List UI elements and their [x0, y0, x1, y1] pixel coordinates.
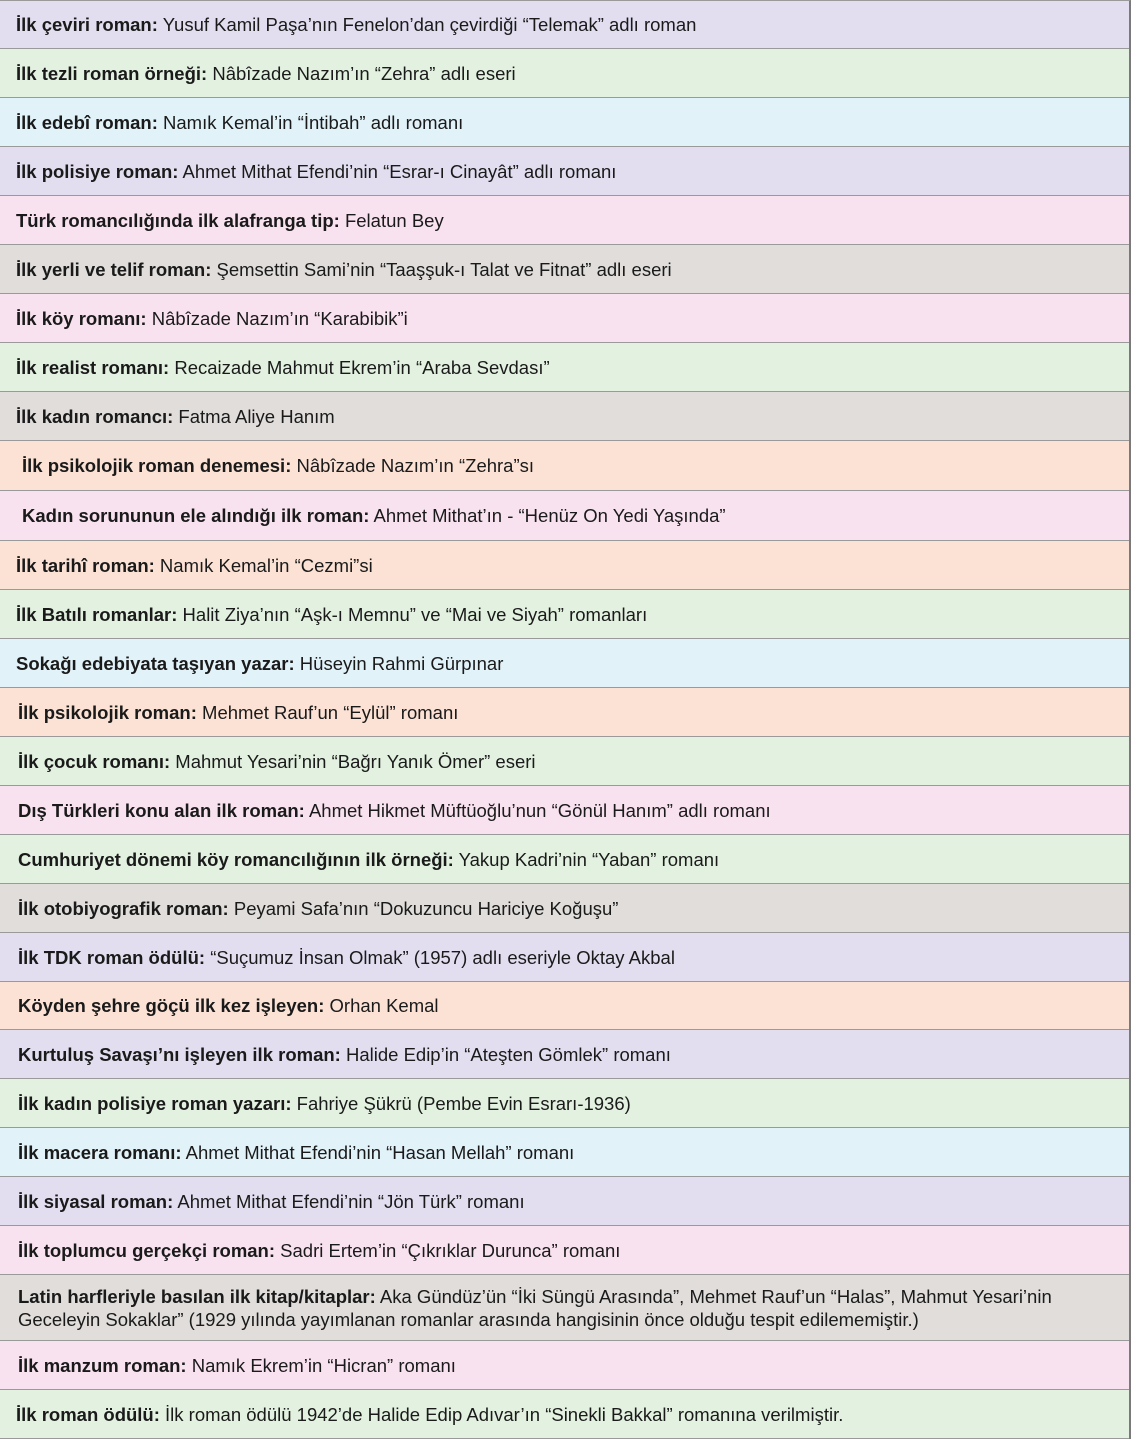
row-text: Nâbîzade Nazım’ın “Karabibik”i: [146, 307, 408, 329]
table-row: [0, 541, 1129, 590]
row-text: Nâbîzade Nazım’ın “Zehra” adlı eseri: [207, 62, 516, 84]
table-row: [0, 1341, 1129, 1390]
row-label: İlk tarihî roman:: [16, 554, 155, 576]
table-row: [0, 196, 1129, 245]
row-text: Ahmet Mithat Efendi’nin “Jön Türk” romanı: [173, 1190, 525, 1212]
table-row: [0, 639, 1129, 688]
row-label: İlk psikolojik roman:: [18, 701, 197, 723]
table-row: [0, 1030, 1129, 1079]
table-row: [0, 1177, 1129, 1226]
table-row: [0, 1275, 1129, 1341]
row-label: İlk çocuk romanı:: [18, 750, 171, 772]
table-row: [0, 884, 1129, 933]
row-label: Sokağı edebiyata taşıyan yazar:: [16, 652, 295, 674]
row-label: İlk kadın romancı:: [16, 405, 174, 427]
row-text: Ahmet Mithat Efendi’nin “Esrar-ı Cinayât” adlı romanı: [178, 160, 617, 182]
row-text: Namık Kemal’in “Cezmi”si: [154, 554, 373, 576]
row-text: Mehmet Rauf’un “Eylül” romanı: [196, 701, 459, 723]
row-text: Ahmet Mithat’ın - “Henüz On Yedi Yaşında”: [369, 505, 726, 526]
row-label: İlk roman ödülü:: [16, 1403, 160, 1425]
table-row: [0, 835, 1129, 884]
row-label: Türk romancılığında ilk alafranga tip:: [16, 209, 340, 231]
table-row: [0, 245, 1129, 294]
row-label: İlk manzum roman:: [18, 1354, 187, 1376]
row-label: Cumhuriyet dönemi köy romancılığının ilk örneği:: [18, 848, 454, 870]
table-row: [0, 1390, 1129, 1439]
row-label: Latin harfleriyle basılan ilk kitap/kitaplar:: [18, 1285, 376, 1307]
row-label: İlk tezli roman örneği:: [16, 62, 208, 84]
row-text: Fatma Aliye Hanım: [173, 405, 335, 427]
row-label: İlk Batılı romanlar:: [16, 603, 178, 625]
row-label: İlk macera romanı:: [18, 1141, 182, 1163]
table-row: [0, 688, 1129, 737]
table-row: [0, 1, 1129, 49]
table-row: [0, 491, 1129, 541]
table-row: [0, 98, 1129, 147]
table-row: [0, 1079, 1129, 1128]
row-text: Fahriye Şükrü (Pembe Evin Esrarı-1936): [291, 1092, 631, 1114]
table-row: [0, 786, 1129, 835]
row-text: Ahmet Hikmet Müftüoğlu’nun “Gönül Hanım” adlı romanı: [304, 799, 771, 821]
table-row: [0, 982, 1129, 1030]
row-label: İlk polisiye roman:: [16, 160, 179, 182]
table-row: [0, 294, 1129, 343]
row-text: Namık Ekrem’in “Hicran” romanı: [186, 1354, 456, 1376]
row-text: Recaizade Mahmut Ekrem’in “Araba Sevdası”: [169, 356, 550, 378]
table-row: [0, 1226, 1129, 1275]
row-text: İlk roman ödülü 1942’de Halide Edip Adıvar’ın “Sinekli Bakkal” romanına verilmiştir.: [159, 1403, 844, 1425]
row-label: Kadın sorununun ele alındığı ilk roman:: [22, 505, 370, 526]
row-text: Yakup Kadri’nin “Yaban” romanı: [453, 848, 720, 870]
row-text: Ahmet Mithat Efendi’nin “Hasan Mellah” romanı: [181, 1141, 575, 1163]
row-text: Şemsettin Sami’nin “Taaşşuk-ı Talat ve Fitnat” adlı eseri: [211, 258, 672, 280]
table-row: [0, 147, 1129, 196]
row-label: İlk kadın polisiye roman yazarı:: [18, 1092, 292, 1114]
row-text: Hüseyin Rahmi Gürpınar: [294, 652, 504, 674]
row-label: İlk edebî roman:: [16, 111, 158, 133]
row-text: “Suçumuz İnsan Olmak” (1957) adlı eseriyle Oktay Akbal: [205, 946, 675, 968]
table-row: [0, 343, 1129, 392]
row-text: Namık Kemal’in “İntibah” adlı romanı: [157, 111, 464, 133]
row-text: Felatun Bey: [339, 209, 444, 231]
row-text: Peyami Safa’nın “Dokuzuncu Hariciye Koğuşu”: [228, 897, 619, 919]
row-label: Kurtuluş Savaşı’nı işleyen ilk roman:: [18, 1043, 341, 1065]
row-text: Nâbîzade Nazım’ın “Zehra”sı: [291, 455, 535, 476]
table-row: [0, 737, 1129, 786]
row-text: Halide Edip’in “Ateşten Gömlek” romanı: [340, 1043, 671, 1065]
table-row: [0, 392, 1129, 441]
row-label: İlk köy romanı:: [16, 307, 147, 329]
row-text: Halit Ziya’nın “Aşk-ı Memnu” ve “Mai ve Siyah” romanları: [177, 603, 648, 625]
row-label: İlk TDK roman ödülü:: [18, 946, 206, 968]
row-label: İlk psikolojik roman denemesi:: [22, 455, 292, 476]
row-text: Sadri Ertem’in “Çıkrıklar Durunca” romanı: [275, 1239, 621, 1261]
row-label: İlk toplumcu gerçekçi roman:: [18, 1239, 276, 1261]
row-label: İlk yerli ve telif roman:: [16, 258, 212, 280]
row-text: Mahmut Yesari’nin “Bağrı Yanık Ömer” eseri: [170, 750, 536, 772]
row-label: İlk realist romanı:: [16, 356, 170, 378]
table-row: [0, 49, 1129, 98]
row-label: Dış Türkleri konu alan ilk roman:: [18, 799, 305, 821]
row-text: Yusuf Kamil Paşa’nın Fenelon’dan çevirdiği “Telemak” adlı roman: [157, 14, 697, 35]
row-text: Aka Gündüz’ün “İki Süngü Arasında”, Mehmet Rauf’un “Halas”, Mahmut Yesari’nin Geceleyin Sokaklar” (1929 yılında yayımlanan romanlar arasında hangisinin önce olduğu tespit edilememiştir.): [18, 1285, 1052, 1330]
row-text: Orhan Kemal: [324, 995, 439, 1016]
table-row: [0, 1128, 1129, 1177]
table-row: [0, 441, 1129, 491]
row-label: İlk otobiyografik roman:: [18, 897, 229, 919]
row-label: İlk siyasal roman:: [18, 1190, 174, 1212]
table-row: [0, 933, 1129, 982]
row-label: İlk çeviri roman:: [16, 14, 158, 35]
row-label: Köyden şehre göçü ilk kez işleyen:: [18, 995, 325, 1016]
table-row: [0, 590, 1129, 639]
